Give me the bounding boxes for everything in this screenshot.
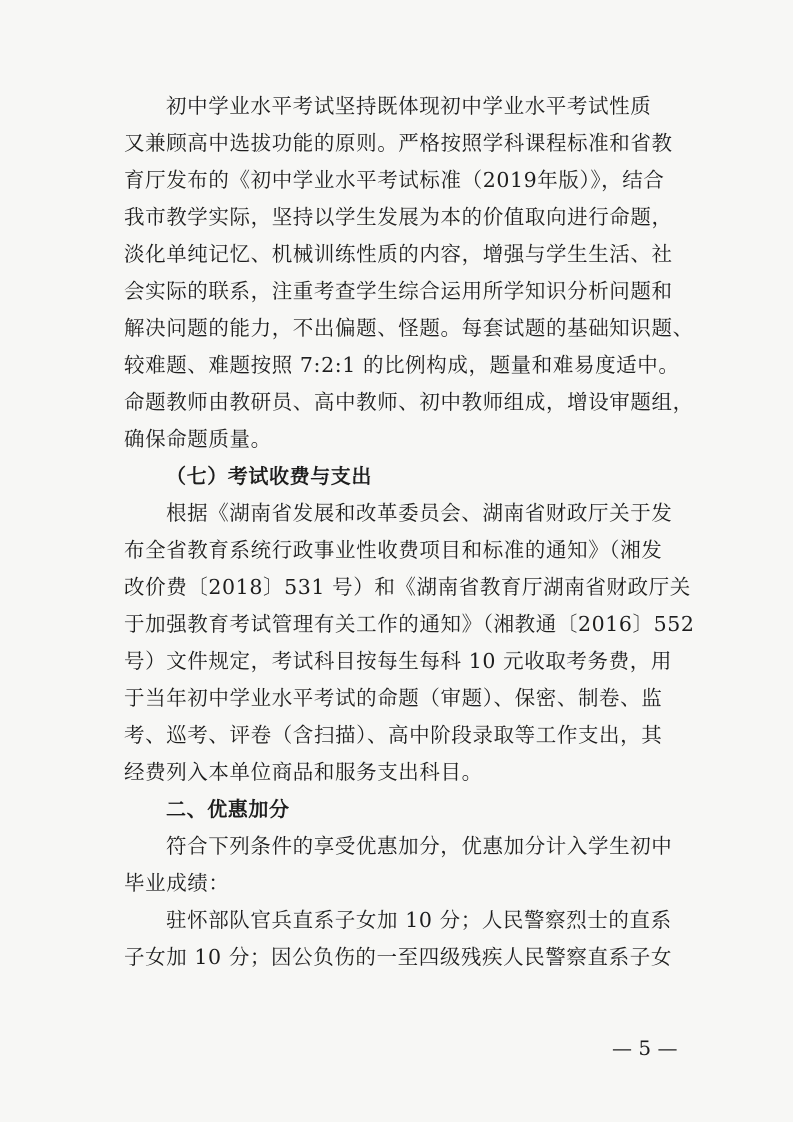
body-line-21: 符合下列条件的享受优惠加分，优惠加分计入学生初中 xyxy=(166,834,673,858)
body-line-19: 经费列入本单位商品和服务支出科目。 xyxy=(124,760,483,784)
body-line-8: 较难题、难题按照 7:2:1 的比例构成，题量和难易度适中。 xyxy=(124,353,680,377)
body-line-12: 根据《湖南省发展和改革委员会、湖南省财政厅关于发 xyxy=(166,501,673,525)
body-line-23: 驻怀部队官兵直系子女加 10 分；人民警察烈士的直系 xyxy=(166,908,672,932)
body-line-5: 淡化单纯记忆、机械训练性质的内容，增强与学生生活、社 xyxy=(124,242,673,266)
section-heading-exam-fees: （七）考试收费与支出 xyxy=(166,464,372,488)
body-line-4: 我市教学实际，坚持以学生发展为本的价值取向进行命题， xyxy=(124,205,673,229)
body-line-14: 改价费〔2018〕531 号）和《湖南省教育厅湖南省财政厅关 xyxy=(124,575,691,599)
body-line-2: 又兼顾高中选拔功能的原则。严格按照学科课程标准和省教 xyxy=(124,131,673,155)
body-line-24: 子女加 10 分；因公负伤的一至四级残疾人民警察直系子女 xyxy=(124,945,672,969)
body-line-3: 育厅发布的《初中学业水平考试标准（2019年版）》，结合 xyxy=(124,168,665,192)
body-line-17: 于当年初中学业水平考试的命题（审题）、保密、制卷、监 xyxy=(124,686,663,710)
body-line-7: 解决问题的能力，不出偏题、怪题。每套试题的基础知识题、 xyxy=(124,316,694,340)
body-line-15: 于加强教育考试管理有关工作的通知》（湘教通〔2016〕552 xyxy=(124,612,695,636)
body-line-13: 布全省教育系统行政事业性收费项目和标准的通知》（湘发 xyxy=(124,538,663,562)
body-line-16: 号）文件规定，考试科目按每生每科 10 元收取考务费，用 xyxy=(124,649,672,673)
body-line-9: 命题教师由教研员、高中教师、初中教师组成，增设审题组， xyxy=(124,390,694,414)
section-heading-bonus-points: 二、优惠加分 xyxy=(166,797,290,821)
body-line-22: 毕业成绩： xyxy=(124,871,230,895)
document-body xyxy=(124,88,695,976)
body-line-18: 考、巡考、评卷（含扫描）、高中阶段录取等工作支出，其 xyxy=(124,723,663,747)
body-line-6: 会实际的联系，注重考查学生综合运用所学知识分析问题和 xyxy=(124,279,673,303)
body-line-10: 确保命题质量。 xyxy=(124,427,272,451)
body-line-1: 初中学业水平考试坚持既体现初中学业水平考试性质 xyxy=(166,94,652,118)
page-number: — 5 — xyxy=(612,1036,678,1060)
